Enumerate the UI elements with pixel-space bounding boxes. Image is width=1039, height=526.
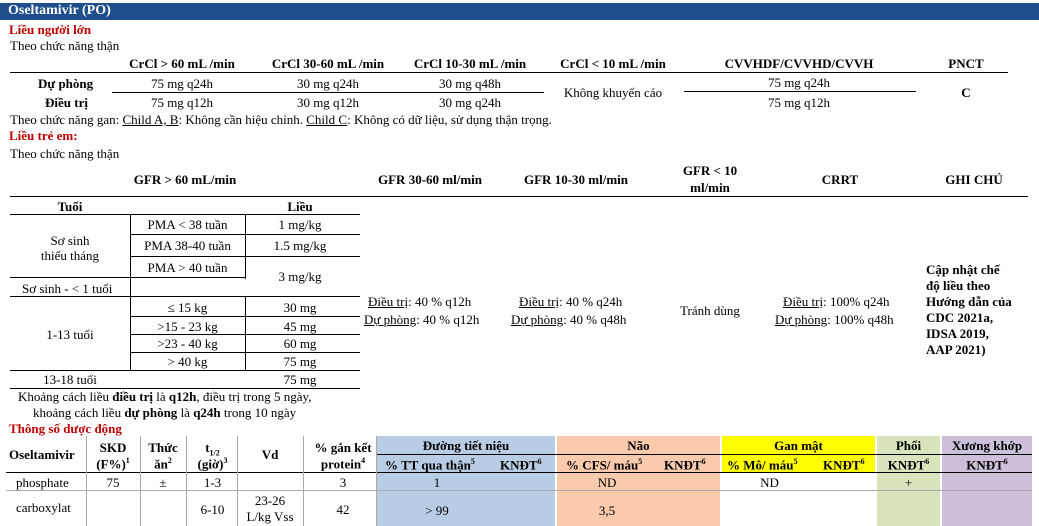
treatment-label: Điều trị: [783, 294, 824, 309]
hepatic-ab-text: : Không cần hiệu chỉnh.: [178, 112, 307, 127]
thalf-text: t: [205, 440, 210, 455]
child-col-gfr3060: GFR 30-60 ml/min: [378, 172, 482, 187]
bone-header: Xương khớp: [951, 438, 1023, 453]
urinary-sub-2: KNĐT$^6$: [500, 457, 542, 473]
pk-row-pb: 42: [336, 502, 350, 517]
adult-prev-crcl3060: 30 mg q24h: [296, 76, 360, 91]
crrt-prevention: [775, 312, 894, 328]
pk-thalf-1: $t_{1/2}$: [205, 440, 220, 458]
liver-sub-1: % Mô/ máu$^5$: [727, 457, 798, 473]
pk-row-name: carboxylat: [16, 500, 71, 515]
crrt-prevention-value: : 100% q48h: [827, 312, 894, 327]
skd-text: (F%): [96, 456, 126, 472]
pma-38-40-dose: 1.5 mg/kg: [273, 238, 327, 253]
pk-row-skd: 75: [106, 475, 120, 490]
interval-text: là: [153, 389, 169, 404]
adult-treat-crcl60: 75 mg q12h: [150, 95, 214, 110]
weight-gt40-dose: 75 mg: [283, 354, 317, 369]
pk-vd: Vd: [261, 447, 279, 462]
kndt-label: KNĐT: [664, 457, 702, 473]
pk-row-lung: +: [904, 475, 913, 490]
adult-prev-crcl1030: 30 mg q48h: [438, 76, 502, 91]
note-line: IDSA 2019,: [926, 326, 989, 341]
col-crcl-10-30: CrCl 10-30 mL /min: [413, 56, 527, 71]
pk-section-title: Thông số dược động: [9, 421, 122, 436]
weight-23-40-dose: 60 mg: [283, 336, 317, 351]
interval-text: là: [177, 405, 194, 420]
weight-rule-1: [130, 316, 360, 317]
child-col-crrt: CRRT: [821, 172, 859, 187]
treatment-label: Điều trị: [368, 294, 409, 309]
pk-row-name: phosphate: [16, 475, 69, 490]
gfr10-value: Tránh dùng: [680, 303, 740, 318]
dose-header: Liều: [287, 199, 313, 214]
organ-header-rule: [377, 454, 1032, 455]
pk-vrule: [186, 436, 187, 526]
hepatic-child-ab: Child A, B: [122, 112, 179, 127]
pk-row-rule: [6, 490, 1032, 491]
pk-row-lv: ND: [760, 475, 779, 490]
food-text: ăn: [154, 456, 168, 472]
pk-row-food: ±: [159, 475, 167, 490]
child-col-gfr10-line2: ml/min: [690, 180, 730, 195]
adult-row-label-treatment: Điều trị: [45, 95, 88, 110]
age-header-rule: [10, 214, 360, 215]
pk-row-pb: 3: [339, 475, 347, 490]
note-line: CDC 2021a,: [926, 310, 994, 325]
adult-header-rule: [10, 72, 1008, 73]
child-note: [926, 262, 1023, 358]
age-1-13: 1-13 tuổi: [46, 327, 94, 342]
pma-gt40: PMA > 40 tuần: [147, 260, 228, 275]
interval-bold: điều trị: [112, 389, 154, 404]
gfr3060-treatment-value: : 40 % q12h: [408, 294, 472, 309]
hepatic-child-c: Child C: [306, 112, 348, 127]
drug-title: Oseltamivir (PO): [8, 3, 111, 18]
interval-bold: dự phòng: [124, 405, 178, 420]
hepatic-prefix: Theo chức năng gan:: [10, 112, 123, 127]
pk-vrule: [86, 436, 87, 526]
pk-vrule: [237, 436, 238, 526]
pk-row-thalf: 1-3: [203, 475, 222, 490]
hepatic-line: [10, 112, 552, 128]
pk-vrule: [303, 436, 304, 526]
gfr3060-prevention-value: : 40 % q12h: [416, 312, 480, 327]
adult-subtitle: Theo chức năng thận: [10, 38, 120, 53]
pk-skd-1: SKD: [99, 440, 127, 455]
gfr1030-treatment: [519, 294, 622, 310]
child-col-note: GHI CHÚ: [945, 172, 1003, 187]
pk-food-2: $ăn^2$: [154, 456, 172, 472]
adult-section-title: Liều người lớn: [9, 22, 92, 37]
interval-text: , điều trị trong 5 ngày,: [196, 389, 312, 404]
pma-rule-1: [130, 234, 360, 235]
liver-sub-2: KNĐT$^6$: [823, 457, 865, 473]
adult-prev-crcl60: 75 mg q24h: [150, 76, 214, 91]
interval-text: Khoảng cách liều: [18, 389, 113, 404]
kndt-label: KNĐT: [823, 457, 861, 473]
adult-row-rule: [112, 92, 544, 93]
interval-bold: q12h: [168, 389, 197, 404]
adult-pnct-value: C: [961, 85, 971, 100]
note-line: AAP 2021): [926, 342, 986, 357]
pma-gt40-dose: 3 mg/kg: [278, 269, 322, 284]
age-header: Tuổi: [57, 199, 83, 214]
brain-sub-1: % CFS/ máu$^5$: [566, 457, 643, 473]
brain-sub-text: % CFS/ máu: [566, 457, 639, 473]
interval-text: trong 10 ngày: [220, 405, 297, 420]
drug-header-bar: [0, 3, 1039, 20]
prevention-label: Dự phòng: [775, 312, 828, 327]
gfr1030-prevention: [511, 312, 626, 328]
note-line: độ liều theo: [926, 278, 991, 293]
infant-rule: [10, 296, 360, 297]
note-line: Hướng dẫn của: [926, 294, 1012, 309]
adult-prev-cvvh: 75 mg q24h: [767, 75, 831, 90]
lung-header: Phổi: [895, 438, 922, 453]
child-section-title: Liều trẻ em:: [9, 128, 78, 143]
pk-row-ur: 1: [433, 475, 441, 490]
kndt-label: KNĐT: [500, 457, 538, 473]
preterm-label-1: Sơ sinh: [50, 233, 90, 248]
weight-rule-2: [130, 334, 360, 335]
adult-treat-cvvh: 75 mg q12h: [767, 95, 831, 110]
brain-header: Não: [627, 438, 650, 453]
pb-text: protein: [320, 456, 362, 472]
pma-lt38-dose: 1 mg/kg: [278, 217, 322, 232]
weight-rule-3: [130, 352, 360, 353]
adult-cvvh-rule: [684, 91, 916, 92]
pma-rule-2: [130, 256, 360, 257]
hepatic-c-text: : Không có dữ liệu, sử dụng thận trọng.: [347, 112, 552, 127]
treatment-label: Điều trị: [519, 294, 560, 309]
urinary-sub-text: % TT qua thận: [385, 457, 471, 473]
adult-crcl10-value: Không khuyến cáo: [563, 85, 663, 100]
pk-row-br: ND: [597, 475, 617, 490]
age-13-18: 13-18 tuổi: [43, 372, 97, 387]
pk-row-thalf: 6-10: [200, 502, 225, 517]
pma-lt38: PMA < 38 tuần: [147, 217, 228, 232]
weight-le15: ≤ 15 kg: [167, 300, 208, 315]
age-13-18-dose: 75 mg: [283, 372, 317, 387]
gfr1030-prevention-value: : 40 % q48h: [563, 312, 627, 327]
col-cvvh: CVVHDF/CVVHD/CVVH: [724, 56, 874, 71]
child-subtitle: Theo chức năng thận: [10, 146, 120, 161]
weight-23-40: >23 - 40 kg: [157, 336, 218, 351]
pk-thalf-2: (giờ)$^3$: [197, 456, 228, 472]
pk-row-ur: > 99: [425, 503, 449, 518]
interval-line-1: [18, 389, 311, 405]
pk-skd-2: $(F\%)^1$: [96, 456, 130, 472]
col-crcl-30-60: CrCl 30-60 mL /min: [271, 56, 385, 71]
urinary-header: Đường tiết niệu: [422, 438, 510, 453]
weight-le15-dose: 30 mg: [283, 300, 317, 315]
weight-gt40: > 40 kg: [167, 354, 208, 369]
infant-label: Sơ sinh - < 1 tuổi: [22, 281, 113, 296]
crrt-treatment-value: : 100% q24h: [823, 294, 890, 309]
weight-divider: [245, 296, 246, 370]
col-crcl-60: CrCl > 60 mL /min: [129, 56, 235, 71]
bone-sub: KNĐT$^6$: [966, 457, 1008, 473]
liver-header: Gan mật: [774, 438, 823, 453]
age113-rule: [10, 370, 360, 371]
brain-sub-2: KNĐT$^6$: [664, 457, 706, 473]
pk-food-1: Thức: [148, 440, 178, 455]
interval-bold: q24h: [193, 405, 221, 420]
interval-line-2: [33, 405, 296, 421]
weight-15-23-dose: 45 mg: [283, 319, 317, 334]
pk-vrule: [376, 436, 377, 526]
child-col-gfr10-line1: GFR < 10: [682, 163, 738, 178]
interval-text: khoảng cách liều: [33, 405, 125, 420]
prevention-label: Dự phòng: [511, 312, 564, 327]
urinary-sub-1: % TT qua thận$^5$: [385, 457, 475, 473]
kndt-label: KNĐT: [966, 457, 1004, 473]
liver-sub-text: % Mô/ máu: [727, 457, 794, 473]
pk-pb-1: % gắn kết: [314, 440, 372, 455]
adult-treat-crcl1030: 30 mg q24h: [438, 95, 502, 110]
child-col-gfr1030: GFR 10-30 ml/min: [524, 172, 628, 187]
kndt-label: KNĐT: [887, 457, 926, 473]
prevention-label: Dự phòng: [364, 312, 417, 327]
note-line: Cập nhật chế: [926, 262, 1000, 277]
pk-pb-2: protein$^4$: [320, 456, 366, 472]
pk-row-br: 3,5: [598, 503, 616, 518]
preterm-rule: [10, 277, 245, 278]
lung-sub: KNĐT$^6$: [887, 457, 930, 473]
pma-col-divider: [245, 214, 246, 279]
crrt-treatment: [783, 294, 890, 310]
gfr3060-prevention: [364, 312, 479, 328]
adult-treat-crcl3060: 30 mg q12h: [296, 95, 360, 110]
gfr1030-treatment-value: : 40 % q24h: [559, 294, 623, 309]
pk-row-vd-1: 23-26: [254, 493, 286, 508]
child-col-gfr60: GFR > 60 mL/min: [133, 172, 237, 187]
col-crcl-10: CrCl < 10 mL /min: [560, 56, 666, 71]
pma-38-40: PMA 38-40 tuần: [144, 238, 231, 253]
adult-row-label-prevention: Dự phòng: [38, 76, 94, 91]
preterm-label-2: thiếu tháng: [40, 248, 100, 263]
pk-row-vd-2: L/kg Vss: [246, 509, 294, 524]
gfr3060-treatment: [368, 294, 471, 310]
pk-vrule: [140, 436, 141, 526]
col-pnct: PNCT: [948, 56, 984, 71]
child-header-rule: [10, 196, 1028, 197]
pk-drug-name: Oseltamivir: [9, 447, 75, 462]
pk-header-rule: [6, 472, 1032, 473]
thalf-unit: (giờ): [197, 456, 224, 472]
weight-15-23: >15 - 23 kg: [157, 319, 218, 334]
